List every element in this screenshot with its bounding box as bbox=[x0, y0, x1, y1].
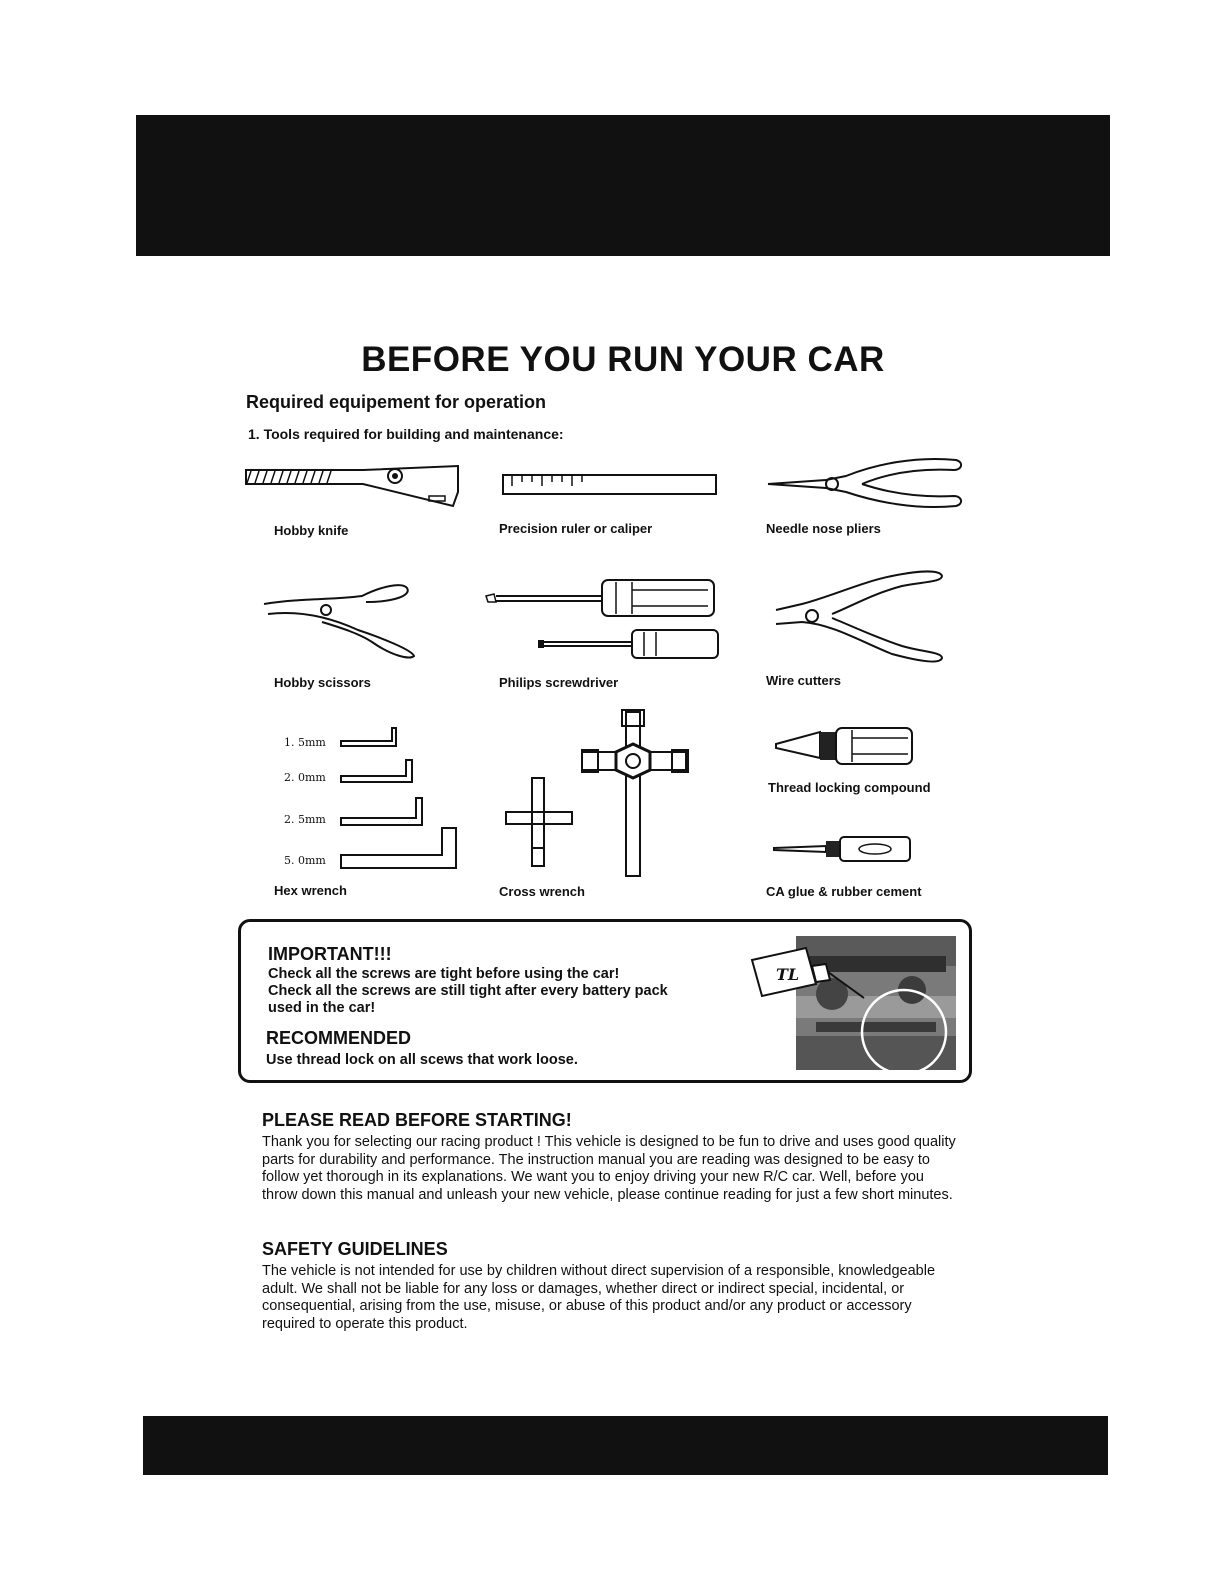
header-bar bbox=[136, 115, 1110, 256]
hobby-knife-icon bbox=[243, 462, 461, 510]
thread-lock-bottle-icon bbox=[772, 724, 916, 766]
cross-wrench-icon bbox=[502, 708, 692, 878]
screwdriver-label: Philips screwdriver bbox=[499, 675, 619, 690]
cross-wrench-label: Cross wrench bbox=[499, 884, 585, 899]
ca-glue-icon bbox=[772, 834, 914, 864]
important-heading: IMPORTANT!!! bbox=[268, 944, 392, 964]
hobby-knife-label: Hobby knife bbox=[274, 523, 349, 538]
page-title: BEFORE YOU RUN YOUR CAR bbox=[361, 340, 885, 379]
thread-lock-bottle-icon bbox=[746, 940, 866, 1010]
section-subtitle: Required equipement for operation bbox=[246, 392, 547, 412]
needle-nose-pliers-label: Needle nose pliers bbox=[766, 521, 881, 536]
please-read-heading: PLEASE READ BEFORE STARTING! bbox=[262, 1110, 572, 1130]
hex-wrench-label: Hex wrench bbox=[274, 883, 347, 898]
safety-text: The vehicle is not intended for use by children without direct supervision of a responsible, knowledgeable adult. We shall not be liable for any loss or damages, whether direct or indirect special, incidental, or consequential, arising from the use, misuse, or abuse of this product and/or any product or accessory required to operate this product. bbox=[262, 1263, 936, 1332]
ruler-icon bbox=[502, 474, 718, 496]
important-line-1: Check all the screws are tight before using the car! bbox=[268, 966, 620, 982]
please-read-text: Thank you for selecting our racing product ! This vehicle is designed to be fun to drive and uses good quality parts for durability and performance. The instruction manual you are reading was designed to be easy to follow yet thorough in its explanations. We want you to enjoy driving your new R/C car. Well, before you throw down this manual and unleash your new vehicle, please continue reading for just a few short minutes. bbox=[262, 1134, 956, 1203]
hex-size-label: 1. 5mm bbox=[284, 736, 326, 749]
thread-lock-label: Thread locking compound bbox=[768, 780, 931, 795]
footer-bar bbox=[143, 1416, 1108, 1475]
wire-cutters-label: Wire cutters bbox=[766, 673, 842, 688]
recommended-text: Use thread lock on all scews that work loose. bbox=[266, 1052, 578, 1068]
scissors-label: Hobby scissors bbox=[274, 675, 371, 690]
scissors-icon bbox=[262, 578, 418, 660]
bottle-label: TL bbox=[776, 965, 800, 984]
hex-wrench-icon bbox=[338, 724, 462, 872]
recommended-heading: RECOMMENDED bbox=[266, 1028, 412, 1048]
ruler-label: Precision ruler or caliper bbox=[499, 521, 653, 536]
needle-nose-pliers-icon bbox=[766, 454, 964, 512]
hex-size-label: 5. 0mm bbox=[284, 854, 326, 867]
wire-cutters-icon bbox=[772, 566, 948, 666]
hex-size-label: 2. 5mm bbox=[284, 813, 326, 826]
important-line-2: Check all the screws are still tight after every battery pack used in the car! bbox=[268, 983, 668, 1016]
tools-heading: 1. Tools required for building and maintenance: bbox=[248, 426, 564, 442]
hex-size-label: 2. 0mm bbox=[284, 771, 326, 784]
safety-heading: SAFETY GUIDELINES bbox=[262, 1239, 448, 1259]
ca-glue-label: CA glue & rubber cement bbox=[766, 884, 922, 899]
screwdriver-icon bbox=[482, 576, 722, 660]
